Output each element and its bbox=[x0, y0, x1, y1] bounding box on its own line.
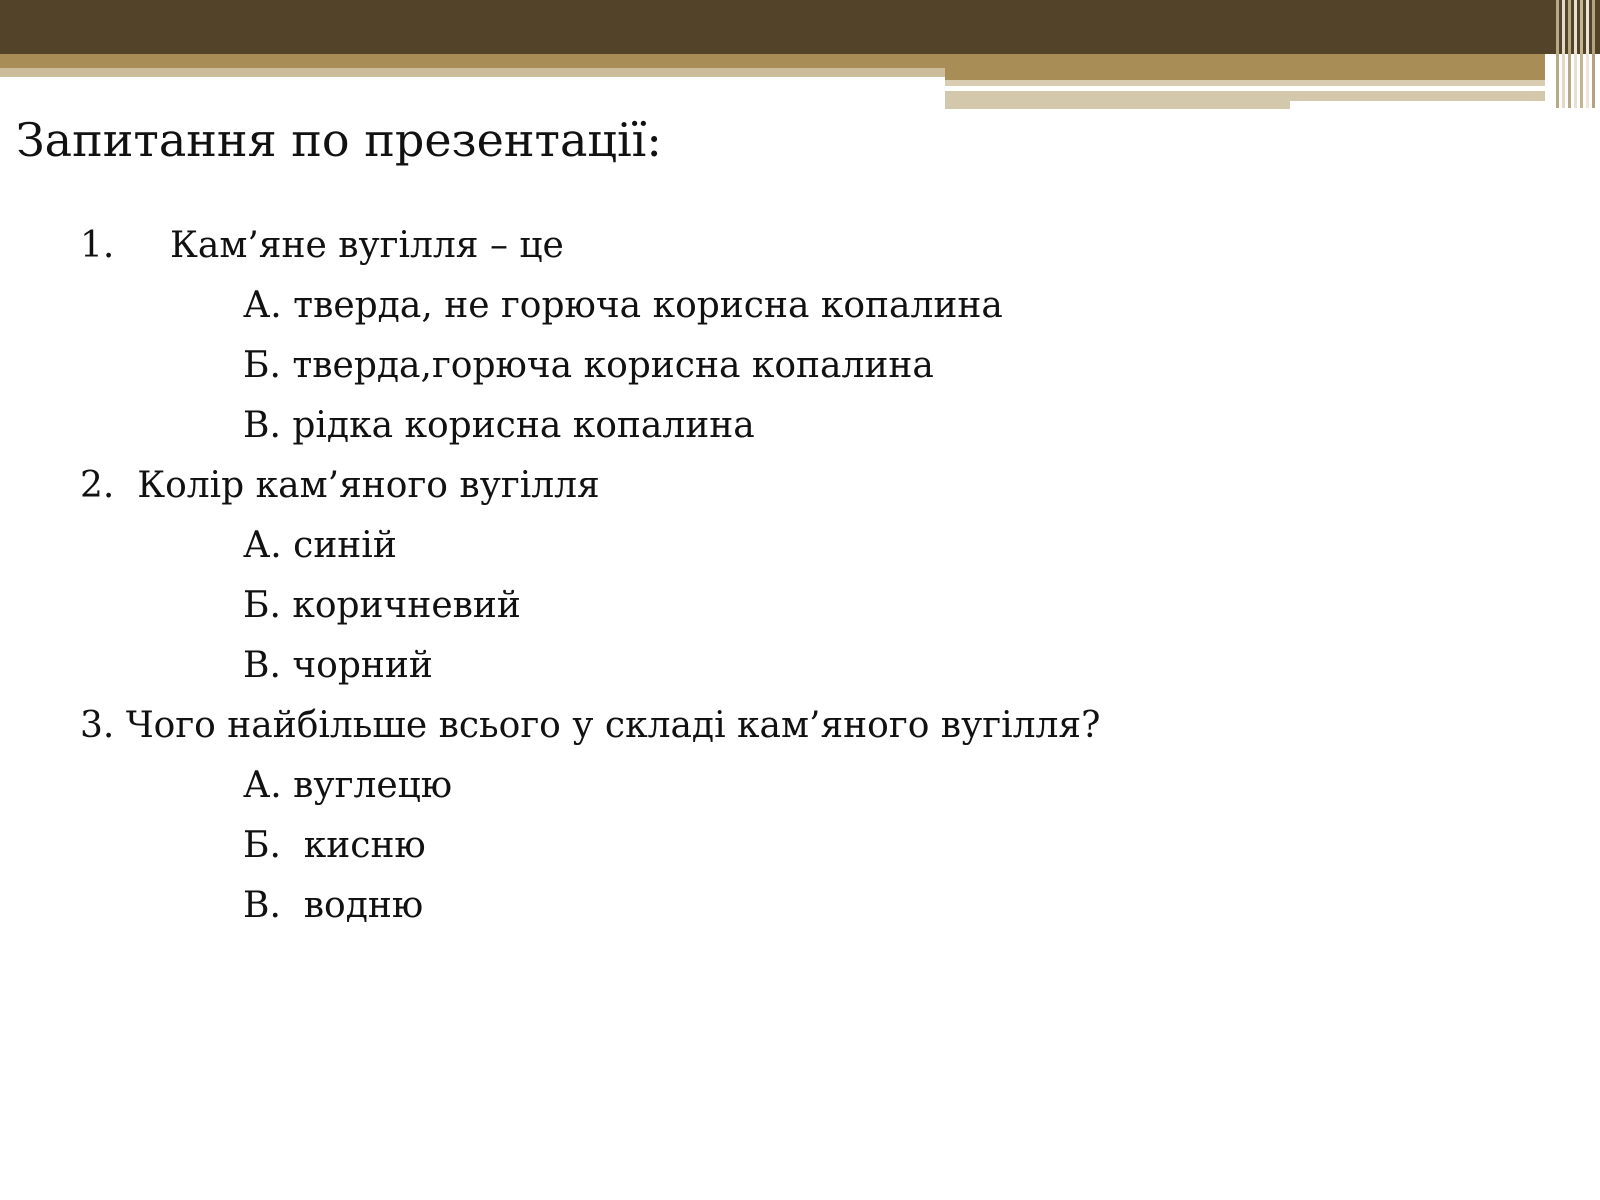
answer-option: А. вуглецю bbox=[243, 765, 453, 806]
answer-option: Б. коричневий bbox=[243, 585, 521, 626]
question-text: Колір кам’яного вугілля bbox=[137, 465, 600, 506]
header-stripe bbox=[1562, 0, 1565, 108]
header-band-dark bbox=[0, 0, 1600, 54]
header-band-gold bbox=[0, 54, 1545, 68]
question-2 bbox=[80, 456, 1560, 516]
answer-option: Б. тверда,горюча корисна копалина bbox=[243, 345, 934, 386]
question-number: 1. bbox=[80, 225, 115, 266]
answer-option: А. синій bbox=[243, 525, 397, 566]
question-number: 3. bbox=[80, 705, 115, 746]
question-number: 2. bbox=[80, 465, 115, 506]
header-divider-line-lower bbox=[1290, 101, 1570, 109]
quiz-list bbox=[80, 216, 1560, 936]
header-stripe bbox=[1586, 0, 1589, 108]
header-stripe bbox=[1574, 0, 1577, 108]
question-1 bbox=[80, 216, 1560, 276]
answer-option: Б. кисню bbox=[243, 825, 426, 866]
slide-title: Запитання по презентації: bbox=[16, 113, 662, 167]
question-text: Кам’яне вугілля – це bbox=[170, 225, 564, 266]
header-stripe bbox=[1580, 0, 1583, 108]
answer-option: В. водню bbox=[243, 885, 424, 926]
answer-option: В. рідка корисна копалина bbox=[243, 405, 755, 446]
header-stripe bbox=[1568, 0, 1571, 108]
answer-option: А. тверда, не горюча корисна копалина bbox=[243, 285, 1003, 326]
question-text: Чого найбільше всього у складі кам’яного вугілля? bbox=[125, 705, 1101, 746]
header-stripe bbox=[1592, 0, 1595, 108]
header-band-light bbox=[0, 68, 945, 77]
header-stripe bbox=[1556, 0, 1559, 108]
header-band-gold-right bbox=[945, 68, 1545, 80]
question-3 bbox=[80, 696, 1560, 756]
answer-option: В. чорний bbox=[243, 645, 433, 686]
